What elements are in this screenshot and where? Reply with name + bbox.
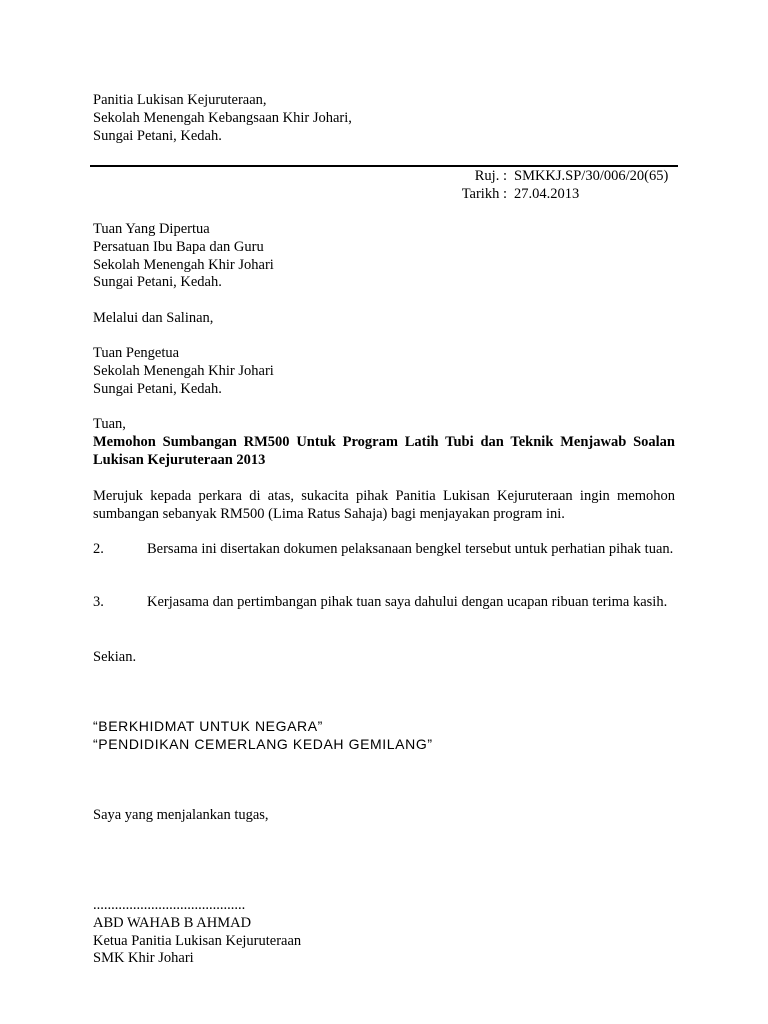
reference-block: [440, 168, 680, 204]
signatory-name: ABD WAHAB B AHMAD: [93, 914, 252, 931]
subject-heading: Memohon Sumbangan RM500 Untuk Program Latih Tubi dan Teknik Menjawab Soalan Lukisan Kejuruteraan 2013: [93, 433, 675, 468]
recipient-line: Sungai Petani, Kedah.: [93, 274, 222, 291]
salutation: Tuan,: [93, 416, 126, 432]
paragraph-number: 3.: [93, 594, 104, 610]
paragraph-number: 2.: [93, 541, 104, 557]
signatory-title: Ketua Panitia Lukisan Kejuruteraan: [93, 932, 302, 949]
recipient-address: [93, 221, 675, 292]
via-line: Sungai Petani, Kedah.: [93, 380, 222, 397]
via-line: Tuan Pengetua: [93, 345, 180, 361]
via-label: [93, 310, 675, 328]
date-value: 27.04.2013: [514, 185, 580, 202]
body-paragraph-3: [93, 594, 675, 612]
paragraph-text: Bersama ini disertakan dokumen pelaksanaan bengkel tersebut untuk perhatian pihak tuan.: [147, 541, 674, 557]
reference-label: Ruj. :: [474, 168, 507, 184]
motto-block: [93, 718, 675, 754]
recipient-line: Sekolah Menengah Khir Johari: [93, 256, 274, 273]
sender-line: Sekolah Menengah Kebangsaan Khir Johari,: [93, 109, 352, 126]
closing-text: Sekian.: [93, 649, 137, 665]
motto-line: “PENDIDIKAN CEMERLANG KEDAH GEMILANG”: [93, 735, 433, 752]
reference-row: [440, 168, 680, 186]
salutation-block: [93, 416, 675, 469]
body-paragraph-2: [93, 541, 675, 559]
via-address: [93, 345, 675, 398]
signoff: [93, 807, 675, 825]
closing: [93, 649, 675, 667]
via-line: Sekolah Menengah Khir Johari: [93, 362, 274, 379]
date-label: Tarikh :: [461, 185, 507, 202]
recipient-line: Persatuan Ibu Bapa dan Guru: [93, 238, 264, 255]
via-label-text: Melalui dan Salinan,: [93, 310, 214, 326]
sender-line: Sungai Petani, Kedah.: [93, 127, 222, 144]
sender-line: Panitia Lukisan Kejuruteraan,: [93, 92, 267, 108]
signoff-text: Saya yang menjalankan tugas,: [93, 807, 269, 823]
sender-address: [93, 92, 675, 145]
motto-line: “BERKHIDMAT UNTUK NEGARA”: [93, 718, 323, 734]
paragraph-text: Kerjasama dan pertimbangan pihak tuan saya dahului dengan ucapan ribuan terima kasih.: [147, 594, 668, 610]
reference-number: SMKKJ.SP/30/006/20(65): [514, 168, 669, 184]
recipient-line: Tuan Yang Dipertua: [93, 221, 210, 237]
signature-block: [93, 897, 675, 968]
date-row: [440, 186, 680, 204]
signatory-school: SMK Khir Johari: [93, 950, 194, 967]
signature-line: ..........................................: [93, 897, 246, 913]
body-paragraph-1: Merujuk kepada perkara di atas, sukacita pihak Panitia Lukisan Kejuruteraan ingin memohon sumbangan sebanyak RM500 (Lima Ratus Sahaja) bagi menjayakan program ini.: [93, 488, 675, 522]
letterhead-divider: [90, 165, 678, 167]
